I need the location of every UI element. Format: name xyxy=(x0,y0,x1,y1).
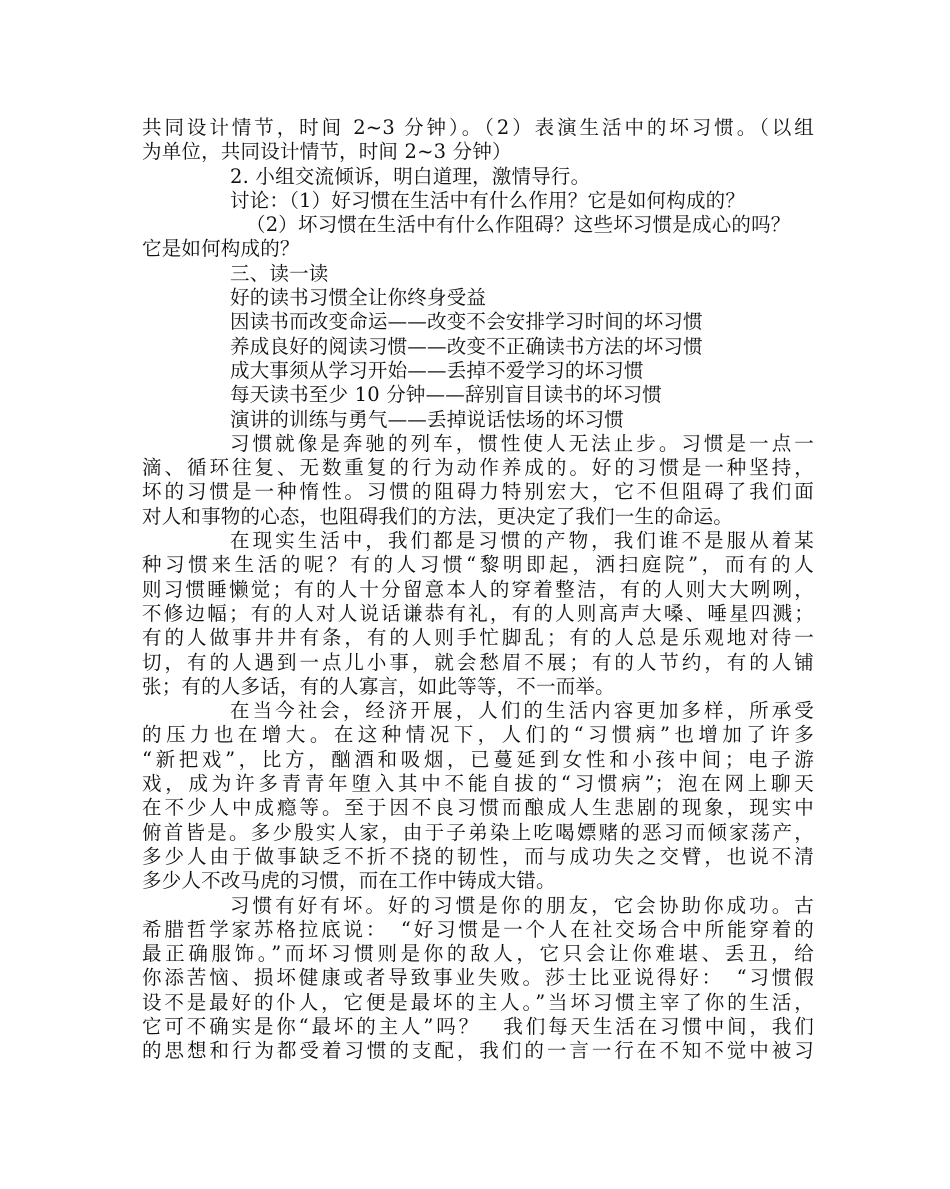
paragraph-line: 在现实生活中，我们都是习惯的产物，我们谁不是服从着某 xyxy=(230,529,814,553)
paragraph-line: 种习惯来生活的呢？有的人习惯“黎明即起，洒扫庭院”，而有的人 xyxy=(142,553,814,577)
text-line: 讨论：（1）好习惯在生活中有什么作用？它是如何构成的？ xyxy=(230,188,746,212)
reading-title: 好的读书习惯全让你终身受益 xyxy=(230,286,487,310)
paragraph-line: 不修边幅；有的人对人说话谦恭有礼，有的人则高声大嗓、唾星四溅； xyxy=(142,601,814,625)
paragraph-line: 设不是最好的仆人，它便是最坏的主人。”当坏习惯主宰了你的生活， xyxy=(142,990,814,1014)
reading-item: 成大事须从学习开始——丢掉不爱学习的坏习惯 xyxy=(230,358,644,382)
text-line: 共同设计情节，时间 2~3 分钟）。（2）表演生活中的坏习惯。（以组 xyxy=(142,116,814,139)
paragraph-line: 最正确服饰。”而坏习惯则是你的敌人，它只会让你难堪、丢丑，给 xyxy=(142,942,814,966)
paragraph-line: 在不少人中成瘾等。至于因不良习惯而酿成人生悲剧的现象，现实中 xyxy=(142,796,814,820)
reading-item: 因读书而改变命运——改变不会安排学习时间的坏习惯 xyxy=(230,310,703,334)
paragraph-line: “新把戏”，比方，酗酒和吸烟，已蔓延到女性和小孩中间；电子游 xyxy=(142,747,814,771)
paragraph-line: 则习惯睡懒觉；有的人十分留意本人的穿着整洁，有的人则大大咧咧， xyxy=(142,577,814,601)
text-line: 2. 小组交流倾诉，明白道理，激情导行。 xyxy=(230,164,591,188)
paragraph-line: 坏的习惯是一种惰性。习惯的阻碍力特别宏大，它不但阻碍了我们面 xyxy=(142,480,814,504)
paragraph-line: 希腊哲学家苏格拉底说： “好习惯是一个人在社交场合中所能穿着的 xyxy=(142,917,814,941)
paragraph-line: 有的人做事井井有条，有的人则手忙脚乱；有的人总是乐观地对待一 xyxy=(142,626,814,650)
paragraph-line: 切，有的人遇到一点儿小事，就会愁眉不展；有的人节约，有的人铺 xyxy=(142,650,814,674)
paragraph-line: 对人和事物的心态，也阻碍我们的方法，更决定了我们一生的命运。 xyxy=(142,504,734,528)
paragraph-line: 在当今社会，经济开展，人们的生活内容更加多样，所承受 xyxy=(230,699,814,723)
paragraph-line: 俯首皆是。多少殷实人家，由于子弟染上吃喝嫖赌的恶习而倾家荡产， xyxy=(142,820,814,844)
paragraph-line: 戏，成为许多青青年堕入其中不能自拔的“习惯病”；泡在网上聊天 xyxy=(142,772,814,796)
section-heading: 三、读一读 xyxy=(230,261,329,285)
paragraph-line: 的压力也在增大。在这种情况下，人们的“习惯病”也增加了许多 xyxy=(142,723,814,747)
reading-item: 养成良好的阅读习惯——改变不正确读书方法的坏习惯 xyxy=(230,334,703,358)
paragraph-line: 多少人由于做事缺乏不折不挠的韧性，而与成功失之交臂，也说不清 xyxy=(142,844,814,868)
reading-item: 演讲的训练与勇气——丢掉说话怯场的坏习惯 xyxy=(230,407,625,431)
text-line: （2）坏习惯在生活中有什么作阻碍？这些坏习惯是成心的吗？ xyxy=(246,213,791,237)
document-page xyxy=(142,116,814,1064)
paragraph-line: 的思想和行为都受着习惯的支配，我们的一言一行在不知不觉中被习 xyxy=(142,1039,814,1063)
paragraph-line: 它可不确实是你“最坏的主人”吗？ 我们每天生活在习惯中间，我们 xyxy=(142,1014,814,1038)
paragraph-line: 习惯就像是奔驰的列车，惯性使人无法止步。习惯是一点一 xyxy=(230,431,814,455)
paragraph-line: 张；有的人多话，有的人寡言，如此等等，不一而举。 xyxy=(142,674,615,698)
text-line: 它是如何构成的？ xyxy=(142,237,300,261)
paragraph-line: 多少人不改马虎的习惯，而在工作中铸成大错。 xyxy=(142,869,556,893)
text-line: 为单位，共同设计情节，时间 2~3 分钟） xyxy=(142,140,512,164)
paragraph-line: 滴、循环往复、无数重复的行为动作养成的。好的习惯是一种坚持， xyxy=(142,456,814,480)
reading-item: 每天读书至少 10 分钟——辞别盲目读书的坏习惯 xyxy=(230,383,663,407)
paragraph-line: 你添苦恼、损坏健康或者导致事业失败。莎士比亚说得好： “习惯假 xyxy=(142,966,814,990)
paragraph-line: 习惯有好有坏。好的习惯是你的朋友，它会协助你成功。古 xyxy=(230,893,814,917)
